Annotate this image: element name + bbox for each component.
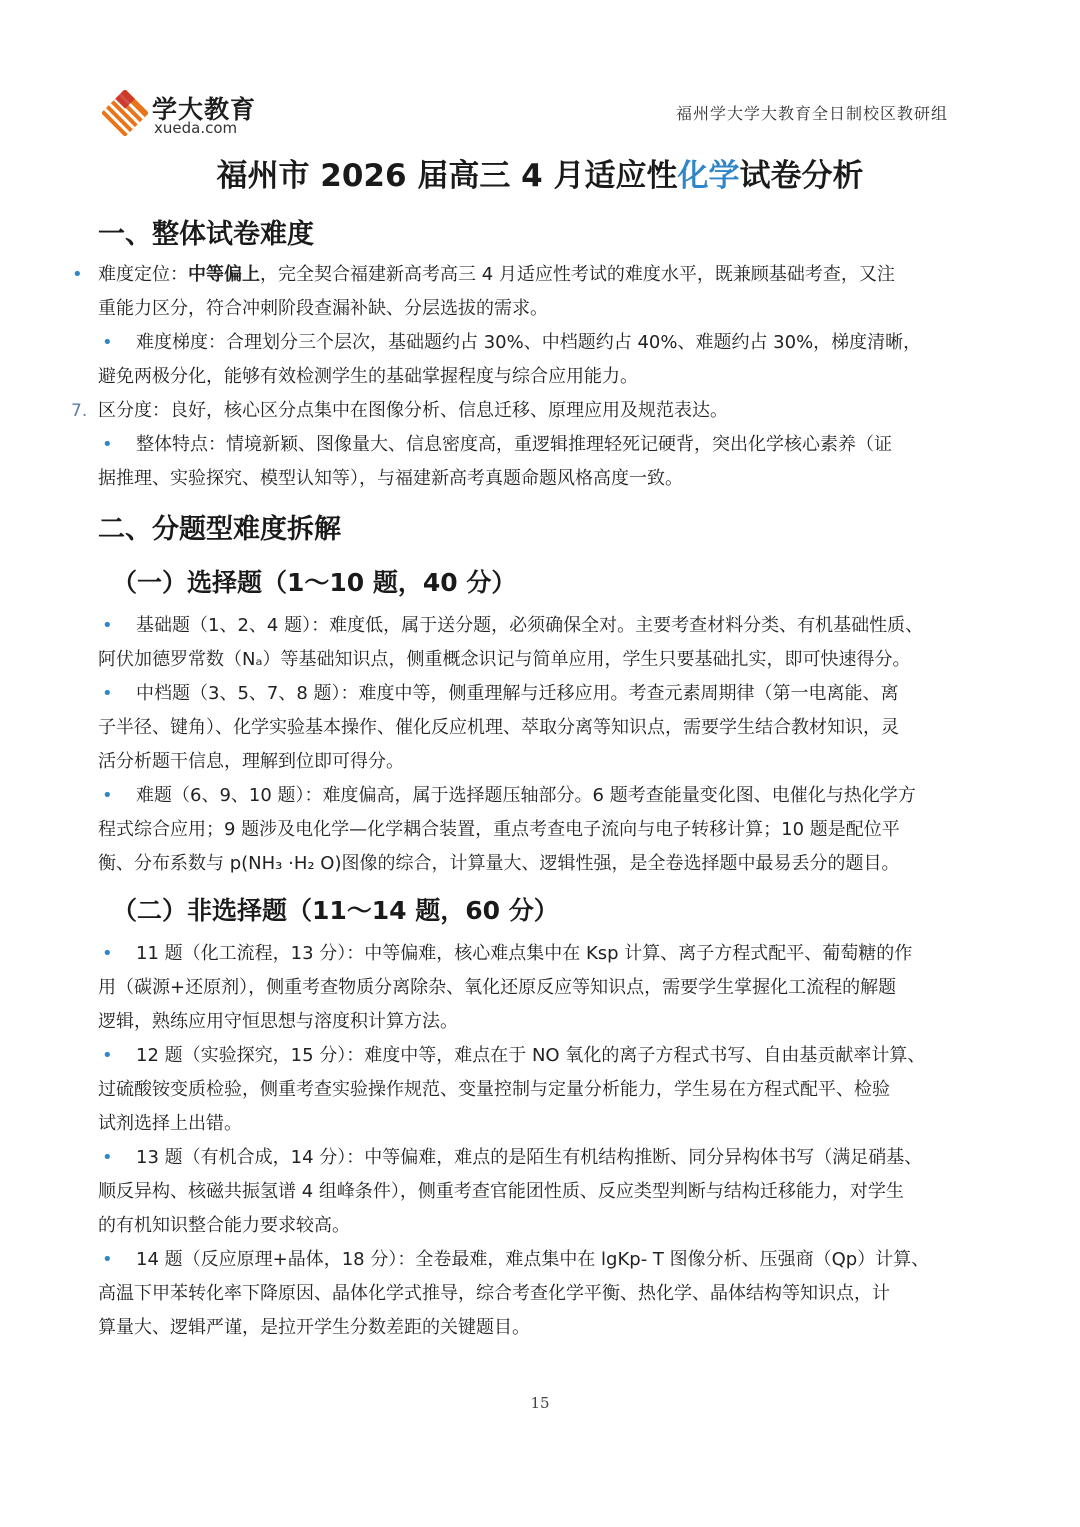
bullet-icon: • bbox=[102, 1147, 113, 1168]
item-line1: 13 题（有机合成，14 分）：中等偏难，难点的是陌生有机结构推断、同分异构体书写（满足硝基、 bbox=[136, 1147, 923, 1168]
title-post: 试卷分析 bbox=[739, 158, 864, 194]
xueda-logo bbox=[102, 88, 272, 138]
section1-item-2 bbox=[98, 326, 988, 394]
bullet-icon: • bbox=[102, 943, 113, 964]
item-line2: 阿伏加德罗常数（Nₐ）等基础知识点，侧重概念识记与简单应用，学生只要基础扎实，即可快速得分。 bbox=[98, 649, 911, 670]
item-line3: 的有机知识整合能力要求较高。 bbox=[98, 1215, 350, 1236]
bullet-icon: • bbox=[102, 785, 113, 806]
page-number: 15 bbox=[530, 1394, 550, 1412]
item-line1: 区分度：良好，核心区分点集中在图像分析、信息迁移、原理应用及规范表达。 bbox=[98, 400, 728, 421]
item-line2: 顺反异构、核磁共振氢谱 4 组峰条件），侧重考查官能团性质、反应类型判断与结构迁移能力，对学生 bbox=[98, 1181, 904, 1202]
title-highlight: 化学 bbox=[677, 158, 740, 194]
sub2-item-4 bbox=[98, 1243, 988, 1345]
item-line1: 难度梯度：合理划分三个层次，基础题约占 30%、中档题约占 40%、难题约占 30%，梯度清晰， bbox=[136, 332, 922, 353]
item-line2: 据推理、实验探究、模型认知等），与福建新高考真题命题风格高度一致。 bbox=[98, 468, 683, 489]
item-label: 难度定位： bbox=[98, 264, 188, 285]
sub1-item-1 bbox=[98, 609, 988, 677]
item-line3: 试剂选择上出错。 bbox=[98, 1113, 242, 1134]
item-line1: 14 题（反应原理+晶体，18 分）：全卷最难，难点集中在 lgKp‑ T 图像分析、压强商（Qp）计算、 bbox=[136, 1249, 930, 1270]
section1-item-4 bbox=[98, 428, 988, 496]
bullet-icon: • bbox=[102, 332, 113, 353]
item-line3: 算量大、逻辑严谨，是拉开学生分数差距的关键题目。 bbox=[98, 1317, 530, 1338]
item-line2: 子半径、键角）、化学实验基本操作、催化反应机理、萃取分离等知识点，需要学生结合教材知识，灵 bbox=[98, 717, 899, 738]
item-line2: 过硫酸铵变质检验，侧重考查实验操作规范、变量控制与定量分析能力，学生易在方程式配平、检验 bbox=[98, 1079, 890, 1100]
sub1-item-3 bbox=[98, 779, 988, 881]
organization-name: 福州学大学大教育全日制校区教研组 bbox=[675, 104, 948, 123]
subsection2-heading: （二）非选择题（11～14 题，60 分） bbox=[112, 896, 559, 925]
sub2-item-3 bbox=[98, 1141, 988, 1243]
subsection1-heading: （一）选择题（1～10 题，40 分） bbox=[112, 568, 517, 597]
list-number: 7. bbox=[71, 401, 88, 421]
bullet-icon: • bbox=[102, 1045, 113, 1066]
bullet-icon: • bbox=[102, 1249, 113, 1270]
sub2-item-2 bbox=[98, 1039, 988, 1141]
title-pre: 福州市 2026 届高三 4 月适应性 bbox=[216, 158, 678, 194]
section1-item-1 bbox=[72, 258, 988, 326]
item-line1: 中档题（3、5、7、8 题）：难度中等，侧重理解与迁移应用。考查元素周期律（第一电离能、离 bbox=[136, 683, 899, 704]
section1-item-3 bbox=[71, 394, 988, 428]
section1-heading: 一、整体试卷难度 bbox=[98, 219, 314, 250]
item-bold-text: 中等偏上 bbox=[188, 264, 260, 285]
item-line1: 整体特点：情境新颖、图像量大、信息密度高，重逻辑推理轻死记硬背，突出化学核心素养（证 bbox=[136, 434, 892, 455]
item-line1-rest: ，完全契合福建新高考高三 4 月适应性考试的难度水平，既兼顾基础考查，又注 bbox=[260, 264, 895, 285]
item-line3: 逻辑，熟练应用守恒思想与溶度积计算方法。 bbox=[98, 1011, 458, 1032]
bullet-icon: • bbox=[102, 683, 113, 704]
sub1-item-2 bbox=[98, 677, 988, 779]
logo-text-en: xueda.com bbox=[154, 119, 238, 137]
section2-heading: 二、分题型难度拆解 bbox=[98, 514, 341, 545]
xueda-logo-mark-icon bbox=[102, 90, 148, 136]
logo-text-cn: 学大教育 bbox=[152, 95, 257, 124]
item-line2: 程式综合应用；9 题涉及电化学—化学耦合装置，重点考查电子流向与电子转移计算；10 题是配位平 bbox=[98, 819, 900, 840]
item-line1: 难题（6、9、10 题）：难度偏高，属于选择题压轴部分。6 题考查能量变化图、电催化与热化学方 bbox=[136, 785, 916, 806]
bullet-icon: • bbox=[102, 615, 113, 636]
item-line1: 基础题（1、2、4 题）：难度低，属于送分题，必须确保全对。主要考查材料分类、有机基础性质、 bbox=[136, 615, 924, 636]
bullet-icon: • bbox=[102, 434, 113, 455]
item-line3: 活分析题干信息，理解到位即可得分。 bbox=[98, 751, 404, 772]
sub2-item-1 bbox=[98, 937, 988, 1039]
item-line2: 避免两极分化，能够有效检测学生的基础掌握程度与综合应用能力。 bbox=[98, 366, 638, 387]
item-line1: 11 题（化工流程，13 分）：中等偏难，核心难点集中在 Ksp 计算、离子方程式配平、葡萄糖的作 bbox=[136, 943, 913, 964]
bullet-icon: • bbox=[72, 264, 83, 285]
item-line3: 衡、分布系数与 p(NH₃ ·H₂ O)图像的综合，计算量大、逻辑性强，是全卷选择题中最易丢分的题目。 bbox=[98, 853, 900, 874]
item-line2: 重能力区分，符合冲刺阶段查漏补缺、分层选拔的需求。 bbox=[98, 298, 548, 319]
item-line1: 12 题（实验探究，15 分）：难度中等，难点在于 NO 氧化的离子方程式书写、自由基贡献率计算、 bbox=[136, 1045, 926, 1066]
item-line2: 高温下甲苯转化率下降原因、晶体化学式推导，综合考查化学平衡、热化学、晶体结构等知识点，计 bbox=[98, 1283, 890, 1304]
item-line2: 用（碳源+还原剂），侧重考查物质分离除杂、氧化还原反应等知识点，需要学生掌握化工流程的解题 bbox=[98, 977, 897, 998]
page-title bbox=[0, 150, 1080, 195]
